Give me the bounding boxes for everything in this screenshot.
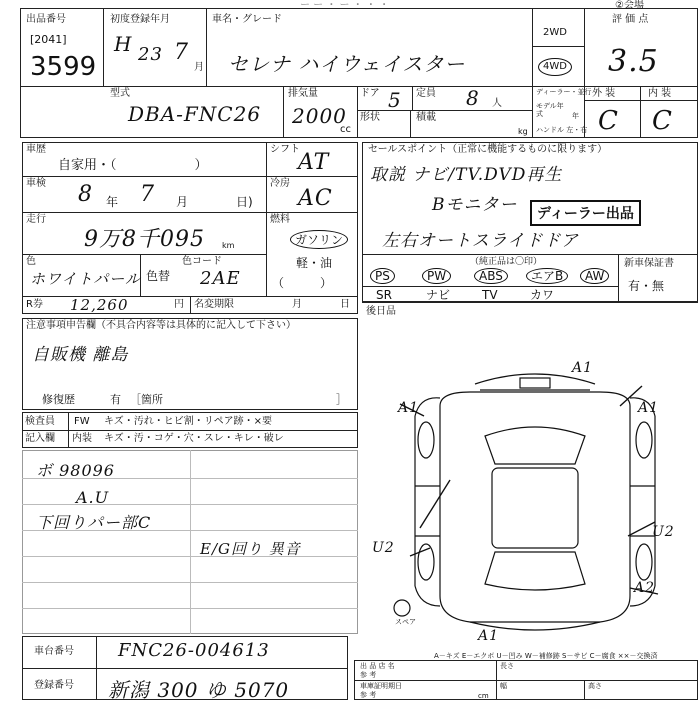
inspector-row2: キズ・汚・コゲ・穴・スレ・キレ・破レ — [104, 433, 284, 444]
memo-line-4: E/G回り 異音 — [200, 540, 301, 558]
drive-2wd: 2WD — [543, 27, 567, 38]
diagram-label-a1-right: A1 — [638, 400, 660, 416]
name-change-month: 月 — [292, 299, 302, 310]
model-value: DBA-FNC26 — [128, 102, 262, 126]
shift-label: シフト — [270, 144, 300, 155]
displacement-label: 排気量 — [288, 88, 318, 99]
equip-aw: AW — [580, 268, 609, 284]
name-grade-value: セレナ ハイウェイスター — [228, 52, 466, 76]
memo-line-3: 下回りパー部C — [36, 513, 152, 532]
sales-line-2: Bモニター — [432, 195, 518, 215]
diagram-label-a1-top: A1 — [572, 360, 594, 376]
capacity-unit: 人 — [492, 98, 502, 109]
color-code-value: 2AE — [200, 268, 241, 289]
dealer-import-label: ディーラー・並行 — [536, 88, 592, 96]
fuel-light-oil: 軽・油 — [296, 256, 333, 270]
lot-label: 出品番号 — [26, 14, 66, 25]
stock-code: [2041] — [30, 33, 67, 46]
footer-cm: cm — [478, 692, 489, 700]
rating-value: 3.5 — [608, 44, 659, 79]
diagram-rear-window — [485, 552, 585, 590]
inspection-month: 7 — [140, 182, 155, 207]
mileage-unit: km — [222, 241, 235, 250]
diagram-label-a1-bottom: A1 — [478, 628, 500, 644]
exterior-value: C — [598, 106, 619, 136]
diagram-label-a1-left: A1 — [398, 400, 420, 416]
top-partial-text: ー ー ・ ー ・ ・ ・ — [300, 0, 390, 11]
repair-end: ］ — [336, 393, 347, 406]
color-no-label: 色替 — [146, 269, 171, 283]
era-value: H — [114, 32, 133, 56]
fw-label: FW — [74, 416, 90, 427]
name-change-label: 名変期限 — [194, 299, 234, 310]
history-value: 自家用・（ ） — [58, 158, 208, 173]
footer-small-3: 車庫証明期日 — [360, 682, 402, 690]
footer-small-6: 長さ — [500, 662, 514, 670]
diagram-label-a2: A2 — [634, 580, 656, 596]
inspector-label: 検査員 — [25, 416, 55, 427]
model-year-label: モデル年式 — [536, 102, 564, 118]
reg-label: 登録番号 — [34, 680, 74, 691]
door-value: 5 — [388, 88, 402, 112]
notes-value: 自販機 離島 — [32, 345, 129, 365]
inspection-year-unit: 年 — [106, 195, 119, 209]
equip-leather: カワ — [530, 288, 555, 302]
equip-note: （純正品は〇印） — [470, 257, 543, 267]
dealer-badge: ディーラー出品 — [530, 200, 641, 226]
recycle-unit: 円 — [174, 299, 184, 310]
month-value: 7 — [174, 40, 189, 65]
recycle-label: R券 — [26, 299, 43, 310]
color-code-label: 色コード — [182, 256, 222, 267]
inspection-year: 8 — [78, 182, 93, 207]
displacement-value: 2000 — [292, 104, 347, 128]
chassis-value: FNC26-004613 — [118, 640, 270, 661]
footer-small-1: 出 品 店 名 — [360, 662, 395, 670]
lot-number: 3599 — [30, 52, 97, 82]
inspection-day-unit: 日) — [236, 195, 253, 209]
load-label: 積載 — [416, 112, 436, 123]
inspection-month-unit: 月 — [176, 195, 189, 209]
inspector-row1: キズ・汚れ・ヒビ割・リペア跡・×要 — [104, 416, 272, 427]
name-change-day: 日 — [340, 299, 350, 310]
capacity-value: 8 — [466, 86, 480, 110]
fuel-label: 燃料 — [270, 214, 290, 225]
memo-line-2: A.U — [76, 488, 110, 507]
repair-yes: 有 — [110, 393, 121, 406]
notes-title: 注意事項申告欄（不具合内容等は具体的に記入して下さい） — [26, 320, 296, 331]
ac-value: AC — [298, 186, 333, 211]
footer-small-5: 高さ — [588, 682, 602, 690]
color-label: 色 — [26, 256, 36, 267]
model-year-unit: 年 — [572, 112, 579, 120]
diagram-windshield — [485, 427, 585, 464]
memo-line-1: ボ 98096 — [36, 461, 115, 480]
handle-label: ハンドル 左・右 — [536, 126, 588, 134]
history-label: 車歴 — [26, 144, 46, 155]
new-warranty-label: 新車保証書 — [624, 258, 674, 269]
load-unit: kg — [518, 127, 528, 136]
footer-small-4: 参 考 — [360, 691, 377, 699]
equip-airbag: エアB — [526, 268, 568, 284]
model-label: 型式 — [110, 88, 130, 99]
equip-abs: ABS — [474, 268, 508, 284]
shift-value: AT — [298, 150, 330, 175]
equip-navi: ナビ — [426, 288, 451, 302]
interior-value: C — [652, 106, 673, 136]
rear-seat-label: 後日品 — [366, 306, 396, 317]
inspection-label: 車検 — [26, 178, 46, 189]
diagram-label-u2-right: U2 — [652, 524, 675, 540]
first-reg-label: 初度登録年月 — [110, 14, 170, 25]
color-value: ホワイトパール — [30, 270, 141, 288]
footer-small-7: 幅 — [500, 682, 507, 690]
interior-row-label: 内装 — [72, 433, 92, 444]
interior-label: 内 装 — [648, 88, 672, 99]
equip-tv: TV — [482, 288, 498, 302]
repair-label: 修復歴 — [42, 393, 75, 406]
year-value: 23 — [138, 44, 163, 65]
damage-legend: A－キズ E－エクボ U－凹み W－補修跡 S－サビ C－腐食 ××－交換済 — [434, 652, 658, 660]
capacity-label: 定員 — [416, 88, 436, 99]
equip-sr: SR — [376, 288, 392, 302]
exterior-label: 外 装 — [592, 88, 616, 99]
name-grade-label: 車名・グレード — [212, 14, 282, 25]
shape-label: 形状 — [360, 112, 380, 123]
ac-label: 冷房 — [270, 178, 290, 189]
door-label: ドア — [360, 88, 380, 99]
top-right-text: ②会場 — [615, 0, 644, 11]
new-warranty-value: 有・無 — [628, 279, 665, 293]
rating-label: 評 価 点 — [612, 14, 649, 25]
repair-place: ［箇所 — [130, 393, 163, 406]
fuel-gasoline: ガソリン — [290, 230, 348, 249]
recycle-value: 12,260 — [70, 296, 129, 314]
equip-pw: PW — [422, 268, 451, 284]
entry-label: 記入欄 — [25, 433, 55, 444]
sales-line-1: 取説 ナビ/TV.DVD再生 — [370, 165, 563, 185]
diagram-roof — [492, 468, 578, 548]
drive-4wd: 4WD — [538, 58, 572, 76]
equip-ps: PS — [370, 268, 395, 284]
month-unit: 月 — [194, 62, 204, 73]
mileage-label: 走行 — [26, 214, 46, 225]
displacement-unit: cc — [340, 124, 351, 135]
sales-line-3: 左右オートスライドドア — [382, 231, 579, 251]
spare-label: スペア — [395, 618, 416, 626]
sales-points-title: セールスポイント（正常に機能するものに限ります） — [368, 144, 608, 155]
reg-value: 新潟 300 ゆ 5070 — [108, 678, 290, 702]
footer-small-2: 参 考 — [360, 671, 377, 679]
diagram-label-u2-left: U2 — [372, 540, 395, 556]
mileage-value: 9万8千095 — [84, 227, 205, 252]
chassis-label: 車台番号 — [34, 646, 74, 657]
fuel-paren: （ ） — [272, 276, 333, 290]
